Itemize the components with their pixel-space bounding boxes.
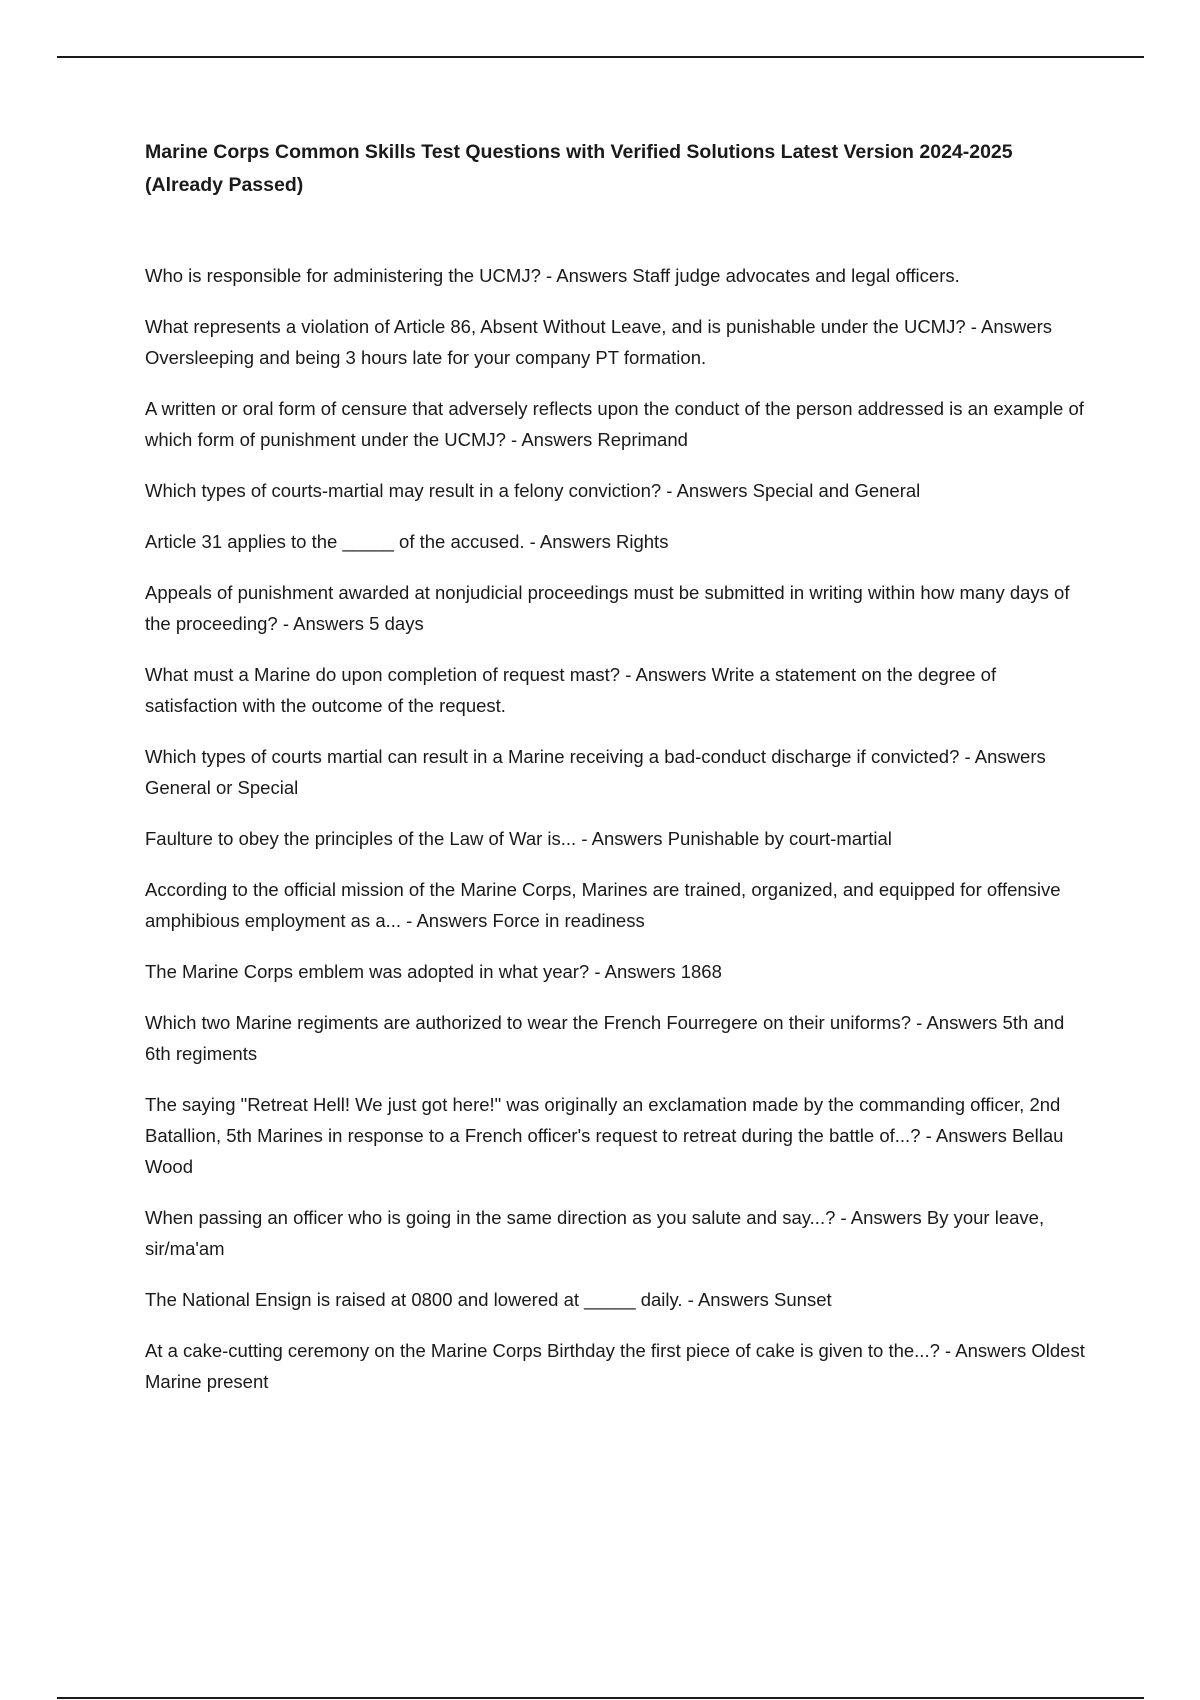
qa-item: Faulture to obey the principles of the Law of War is... - Answers Punishable by court-martial xyxy=(145,828,892,849)
qa-item: Appeals of punishment awarded at nonjudicial proceedings must be submitted in writing within how many days of the proceeding? - Answers 5 days xyxy=(145,582,1070,634)
qa-item: A written or oral form of censure that adversely reflects upon the conduct of the person addressed is an example of which form of punishment under the UCMJ? - Answers Reprimand xyxy=(145,398,1084,450)
document-body xyxy=(145,136,1090,1417)
qa-item: Which types of courts martial can result in a Marine receiving a bad-conduct discharge if convicted? - Answers General or Special xyxy=(145,746,1046,798)
qa-list xyxy=(145,260,1090,1397)
qa-item: Which two Marine regiments are authorized to wear the French Fourregere on their uniforms? - Answers 5th and 6th regiments xyxy=(145,1012,1065,1064)
qa-item: When passing an officer who is going in the same direction as you salute and say...? - Answers By your leave, sir/ma'am xyxy=(145,1207,1045,1259)
qa-item: At a cake-cutting ceremony on the Marine Corps Birthday the first piece of cake is given to the...? - Answers Oldest Marine present xyxy=(145,1340,1085,1392)
bottom-divider xyxy=(57,1697,1144,1699)
qa-item: The National Ensign is raised at 0800 and lowered at _____ daily. - Answers Sunset xyxy=(145,1289,832,1310)
qa-item: The Marine Corps emblem was adopted in what year? - Answers 1868 xyxy=(145,961,722,982)
qa-item: What must a Marine do upon completion of request mast? - Answers Write a statement on the degree of satisfaction with the outcome of the request. xyxy=(145,664,997,716)
qa-item: Which types of courts-martial may result in a felony conviction? - Answers Special and General xyxy=(145,480,921,501)
qa-item: Article 31 applies to the _____ of the accused. - Answers Rights xyxy=(145,531,669,552)
qa-item: According to the official mission of the Marine Corps, Marines are trained, organized, and equipped for offensive amphibious employment as a... - Answers Force in readiness xyxy=(145,879,1061,931)
document-title: Marine Corps Common Skills Test Questions with Verified Solutions Latest Version 2024-2025 (Already Passed) xyxy=(145,141,1013,196)
qa-item: Who is responsible for administering the UCMJ? - Answers Staff judge advocates and legal officers. xyxy=(145,265,960,286)
top-divider xyxy=(57,56,1144,58)
qa-item: The saying "Retreat Hell! We just got here!" was originally an exclamation made by the commanding officer, 2nd Batallion, 5th Marines in response to a French officer's request to retreat during the battle of...? - Answers Bellau Wood xyxy=(145,1094,1064,1177)
qa-item: What represents a violation of Article 86, Absent Without Leave, and is punishable under the UCMJ? - Answers Oversleeping and being 3 hours late for your company PT formation. xyxy=(145,316,1052,368)
